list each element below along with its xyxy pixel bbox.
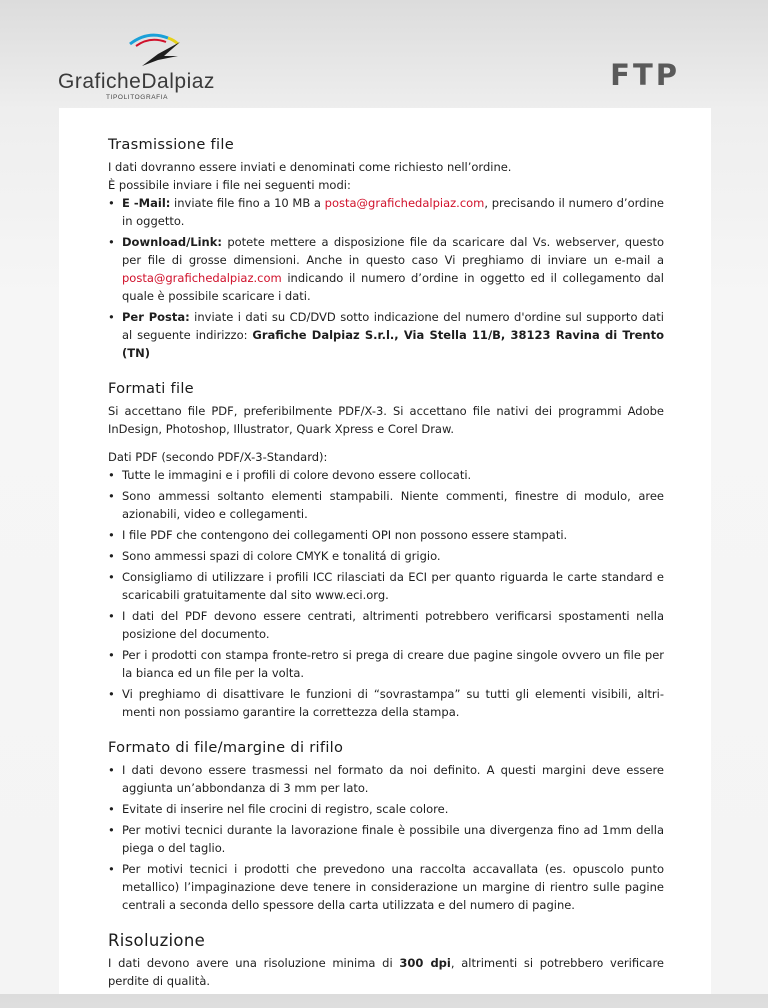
section-heading: Trasmissione file — [108, 136, 234, 153]
postal-address: Grafiche Dalpiaz S.r.l., Via Stella 11/B, 38123 Ravina di Trento (TN) — [122, 328, 664, 360]
section-margine-rifilo — [108, 739, 664, 914]
paragraph: Si accettano file PDF, preferibilmente PDF/X-3. Si accettano file nativi dei programmi Adobe InDesign, Photoshop, Illustrator, Quark Xpress e Corel Draw. — [108, 404, 664, 436]
send-methods-list — [108, 194, 664, 362]
brand-name-part1: Grafiche — [58, 70, 142, 93]
list-item: • I dati devono essere trasmessi nel formato da noi definito. A questi margini deve essere aggiunta un’abbondanza di 3 mm per lato. — [108, 761, 664, 797]
paragraph: È possibile inviare i file nei seguenti modi: — [108, 178, 351, 192]
email-link[interactable]: posta@grafichedalpiaz.com — [122, 271, 282, 285]
page-header — [0, 0, 768, 108]
list-item: • Per i prodotti con stampa fronte-retro si prega di creare due pagine singole ovvero un file per la bianca ed un file per la volta. — [108, 646, 664, 682]
item-text: indicando il numero d’ordine in oggetto ed il collegamento dal quale è possibile scaricare i dati. — [122, 271, 664, 303]
section-heading: Formato di file/margine di rifilo — [108, 739, 344, 756]
list-item: • Per motivi tecnici i prodotti che prevedono una raccolta accavallata (es. opuscolo punto metallico) l’impaginazione deve tenere in considerazione un margine di rientro sulle pagine centrali a seconda dello spessore della carta utilizzata e del numero di pagine. — [108, 860, 664, 914]
item-label: Download/Link: — [122, 235, 222, 249]
list-item: • I file PDF che contengono dei collegamenti OPI non possono essere stampati. — [108, 526, 664, 544]
list-item: • Evitate di inserire nel file crocini di registro, scale colore. — [108, 800, 664, 818]
item-text: inviate file fino a 10 MB a — [170, 196, 325, 210]
brand-tagline: TIPOLITOGRAFIA — [106, 94, 169, 101]
section-trasmissione-file — [108, 136, 664, 362]
item-text: inviate i dati su CD/DVD sotto indicazione del numero d'ordine sul supporto dati al seguente indirizzo: — [122, 310, 664, 342]
list-item-email — [108, 194, 664, 230]
section-risoluzione — [108, 932, 664, 990]
text: I dati devono avere una risoluzione minima di — [108, 956, 400, 970]
item-text: , precisando il numero d’ordine in oggetto. — [122, 196, 664, 228]
section-heading: Formati file — [108, 380, 194, 397]
subheading: Dati PDF (secondo PDF/X-3-Standard): — [108, 450, 328, 464]
list-item-posta — [108, 308, 664, 362]
paragraph: I dati dovranno essere inviati e denominati come richiesto nell’ordine. — [108, 160, 512, 174]
item-label: Per Posta: — [122, 310, 190, 324]
list-item: • I dati del PDF devono essere centrati, altrimenti potrebbero verificarsi spostamenti nella posizione del documento. — [108, 607, 664, 643]
list-item: • Sono ammessi soltanto elementi stampabili. Niente commenti, finestre di modulo, aree azionabili, video e collegamenti. — [108, 487, 664, 523]
swallow-logo-icon — [128, 32, 188, 70]
page-title: FTP — [610, 58, 680, 92]
section-formati-file — [108, 380, 664, 721]
item-label: E -Mail: — [122, 196, 171, 210]
list-item: • Consigliamo di utilizzare i profili ICC rilasciati da ECI per quanto riguarda le carte standard e scaricabili gratuitamente dal sito www.eci.org. — [108, 568, 664, 604]
list-item: • Per motivi tecnici durante la lavorazione finale è possibile una divergenza fino ad 1mm della piega o del taglio. — [108, 821, 664, 857]
list-item: • Vi preghiamo di disattivare le funzioni di “sovrastampa” su tutti gli elementi visibili, altri-menti non possiamo garantire la correttezza della stampa. — [108, 685, 664, 721]
brand-name-part2: Dalpiaz — [141, 70, 215, 93]
paragraph — [108, 954, 664, 990]
section-heading: Risoluzione — [108, 931, 206, 950]
list-item: • Sono ammessi spazi di colore CMYK e tonalitá di grigio. — [108, 547, 664, 565]
margin-rules-list — [108, 761, 664, 914]
brand-name — [58, 70, 215, 94]
text: , altrimenti si potrebbero verificare perdite di qualità. — [108, 956, 664, 988]
company-logo — [58, 32, 258, 104]
document-body — [108, 136, 664, 1008]
email-link[interactable]: posta@grafichedalpiaz.com — [324, 196, 485, 210]
pdf-rules-list — [108, 466, 664, 721]
list-item-download — [108, 233, 664, 305]
list-item: • Tutte le immagini e i profili di colore devono essere collocati. — [108, 466, 664, 484]
item-text: potete mettere a disposizione file da scaricare dal Vs. webserver, questo per file di grosse dimensioni. Anche in questo caso Vi preghiamo di inviare un e-mail a — [122, 235, 664, 267]
dpi-value: 300 dpi — [399, 956, 451, 970]
